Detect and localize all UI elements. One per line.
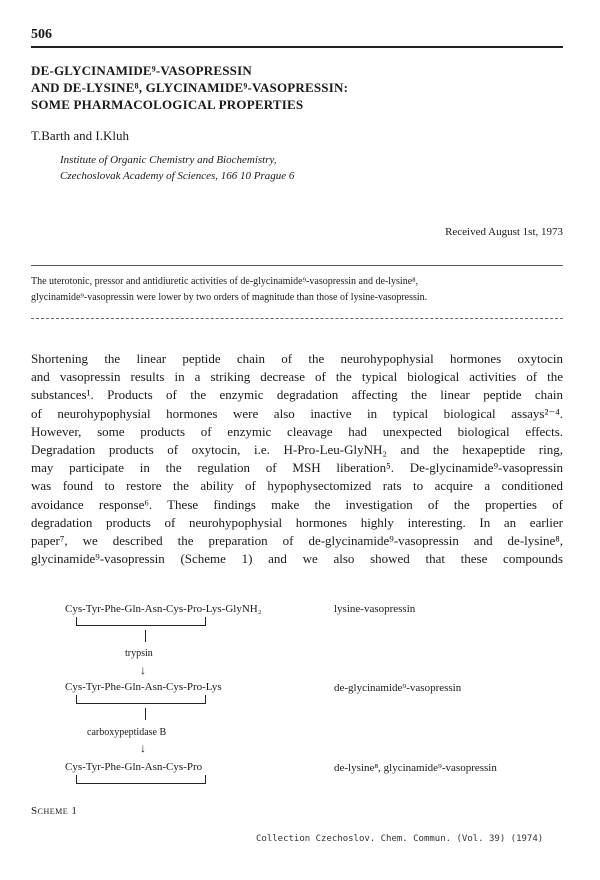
body-line: and vasopressin results in a striking decrease of the typical biological activities of the — [31, 369, 563, 385]
disulfide-bridge-2 — [76, 695, 206, 704]
scheme-caption: Scheme 1 — [31, 805, 78, 817]
abstract-line-2: glycinamide⁹-vasopressin were lower by two orders of magnitude than those of lysine-vasopressin. — [31, 292, 428, 303]
body-line: paper⁷, we described the preparation of de-glycinamide⁹-vasopressin and de-lysine⁸, — [31, 532, 563, 548]
arrow-down-icon: ↓ — [140, 741, 146, 755]
lysine-vasopressin-sequence: Cys-Tyr-Phe-Gln-Asn-Cys-Pro-Lys-GlyNH₂ — [65, 603, 262, 615]
connector-line-2 — [145, 708, 146, 720]
body-line: may participate in the regulation of MSH liberation⁵. De-glycinamide⁹-vasopressin — [31, 460, 563, 476]
lysine-vasopressin-label: lysine-vasopressin — [334, 603, 416, 615]
body-line: glycinamide⁹-vasopressin (Scheme 1) and we also showed that these compounds — [31, 551, 563, 567]
abstract-line-1: The uterotonic, pressor and antidiuretic activities of de-glycinamide⁹-vasopressin and de-lysine⁸, — [31, 276, 419, 287]
arrow-down-icon: ↓ — [140, 663, 146, 677]
journal-footer: Collection Czechoslov. Chem. Commun. (Vol. 39) (1974) — [256, 834, 544, 844]
trypsin-label: trypsin — [125, 648, 153, 659]
de-glycinamide-sequence: Cys-Tyr-Phe-Gln-Asn-Cys-Pro-Lys — [65, 681, 222, 693]
de-lysine-sequence: Cys-Tyr-Phe-Gln-Asn-Cys-Pro — [65, 761, 203, 773]
disulfide-bridge-3 — [76, 775, 206, 784]
affiliation-line-1: Institute of Organic Chemistry and Biochemistry, — [60, 154, 277, 166]
body-line: However, some products of enzymic cleavage had unexpected biological effects. — [31, 423, 563, 439]
carboxypeptidase-label: carboxypeptidase B — [87, 727, 167, 738]
authors: T.Barth and I.Kluh — [31, 128, 129, 143]
received-date: Received August 1st, 1973 — [445, 226, 563, 238]
body-line: avoidance response⁶. These findings make the investigation of the properties of — [31, 496, 563, 512]
body-line: degradation products of neurohypophysial hormones highly interesting. In an earlier — [31, 514, 563, 530]
title-line-1: DE-GLYCINAMIDE⁹-VASOPRESSIN — [31, 63, 252, 78]
title-line-3: SOME PHARMACOLOGICAL PROPERTIES — [31, 97, 304, 112]
body-line: of neurohypophysial hormones were also inactive in typical biological assays²⁻⁴. — [31, 405, 563, 421]
title-line-2: AND DE-LYSINE⁸, GLYCINAMIDE⁹-VASOPRESSIN: — [31, 80, 349, 95]
affiliation-line-2: Czechoslovak Academy of Sciences, 166 10 Prague 6 — [60, 170, 295, 182]
body-line: substances¹. Products of the enzymic degradation affecting the linear peptide chain — [31, 387, 563, 403]
de-lysine-label: de-lysine⁸, glycinamide⁹-vasopressin — [334, 762, 497, 774]
connector-line-1 — [145, 630, 146, 642]
body-line: Shortening the linear peptide chain of the neurohypophysial hormones oxytocin — [31, 351, 563, 366]
disulfide-bridge-1 — [76, 617, 206, 626]
page-number: 506 — [31, 27, 52, 42]
body-line: Degradation products of oxytocin, i.e. H-Pro-Leu-GlyNH₂ and the hexapeptide ring, — [31, 441, 563, 457]
body-line: was found to restore the ability of hypophysectomized rats to acquire a conditioned — [31, 478, 563, 494]
de-glycinamide-label: de-glycinamide⁹-vasopressin — [334, 682, 462, 694]
